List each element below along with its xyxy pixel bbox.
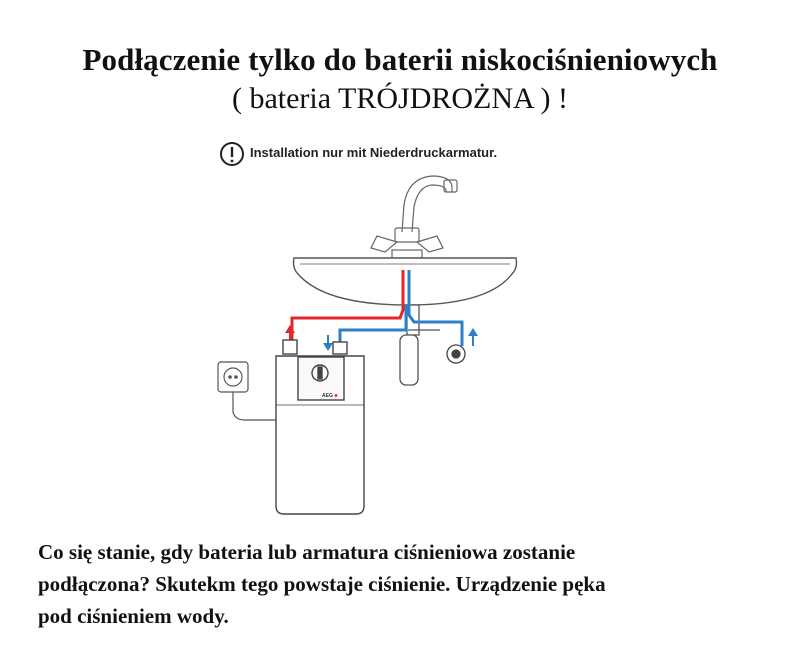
wall-socket [218,362,248,392]
water-heater [276,340,364,514]
exclamation-circle-icon [221,143,243,165]
paragraph-line: pod ciśnieniem wody. [38,604,229,628]
cold-inflow-arrow [323,335,333,351]
explanation-paragraph [38,536,778,632]
warning-note: Installation nur mit Niederdruckarmatur. [250,145,498,160]
power-cable [233,392,278,420]
wash-basin [294,258,517,305]
paragraph-line: Co się stanie, gdy bateria lub armatura ciśnieniowa zostanie [38,540,576,564]
paragraph-line: podłączona? Skutekm tego powstaje ciśnienie. Urządzenie pęka [38,572,606,596]
heater-brand-label: AEG [322,393,333,399]
angle-valve [447,345,465,363]
page-title: Podłączenie tylko do baterii niskociśnieniowych [82,42,718,77]
faucet [371,176,457,258]
supply-arrow [468,328,478,346]
page-subtitle: ( bateria TRÓJDROŻNA ) ! [231,82,569,115]
